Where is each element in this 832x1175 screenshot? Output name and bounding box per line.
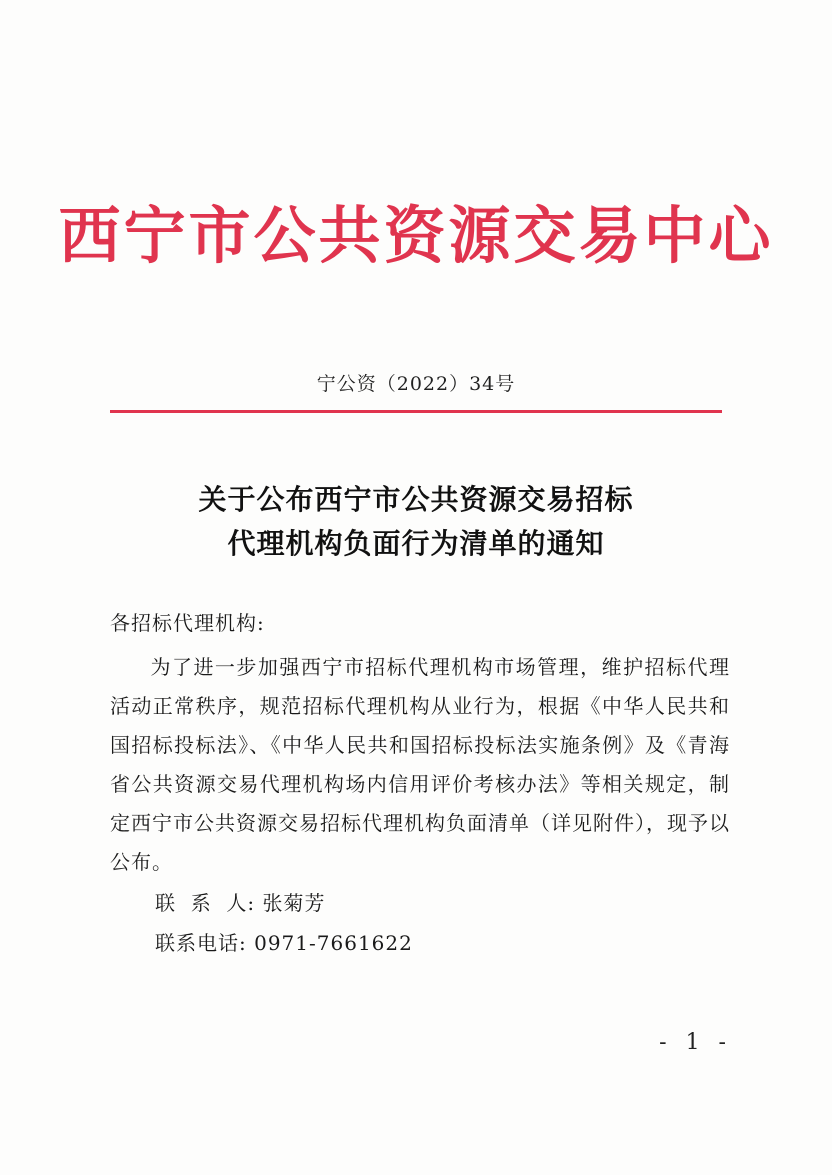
org-header: 西宁市公共资源交易中心	[58, 199, 774, 272]
salutation: 各招标代理机构:	[110, 611, 265, 635]
page-number: - 1 -	[659, 1030, 732, 1055]
document-number: 宁公资（2022）34号	[316, 373, 516, 395]
red-divider-line	[110, 410, 722, 413]
contact-phone-number: 0971-7661622	[254, 931, 413, 955]
contact-phone-line	[155, 928, 413, 958]
contact-person-label: 联 系 人:	[155, 891, 256, 915]
title-line-2: 代理机构负面行为清单的通知	[227, 527, 605, 560]
document-title	[0, 478, 832, 566]
contact-phone-label: 联系电话:	[155, 931, 247, 955]
title-line-1: 关于公布西宁市公共资源交易招标	[198, 483, 634, 516]
body-paragraph	[110, 648, 730, 882]
body-text: 为了进一步加强西宁市招标代理机构市场管理，维护招标代理活动正常秩序，规范招标代理机构从业行为，根据《中华人民共和国招标投标法》、《中华人民共和国招标投标法实施条例》及《青海省公共资源交易代理机构场内信用评价考核办法》等相关规定，制定西宁市公共资源交易招标代理机构负面清单（详见附件），现予以公布。	[110, 655, 730, 874]
contact-person-name: 张菊芳	[262, 891, 326, 915]
contact-person-line	[155, 888, 326, 918]
